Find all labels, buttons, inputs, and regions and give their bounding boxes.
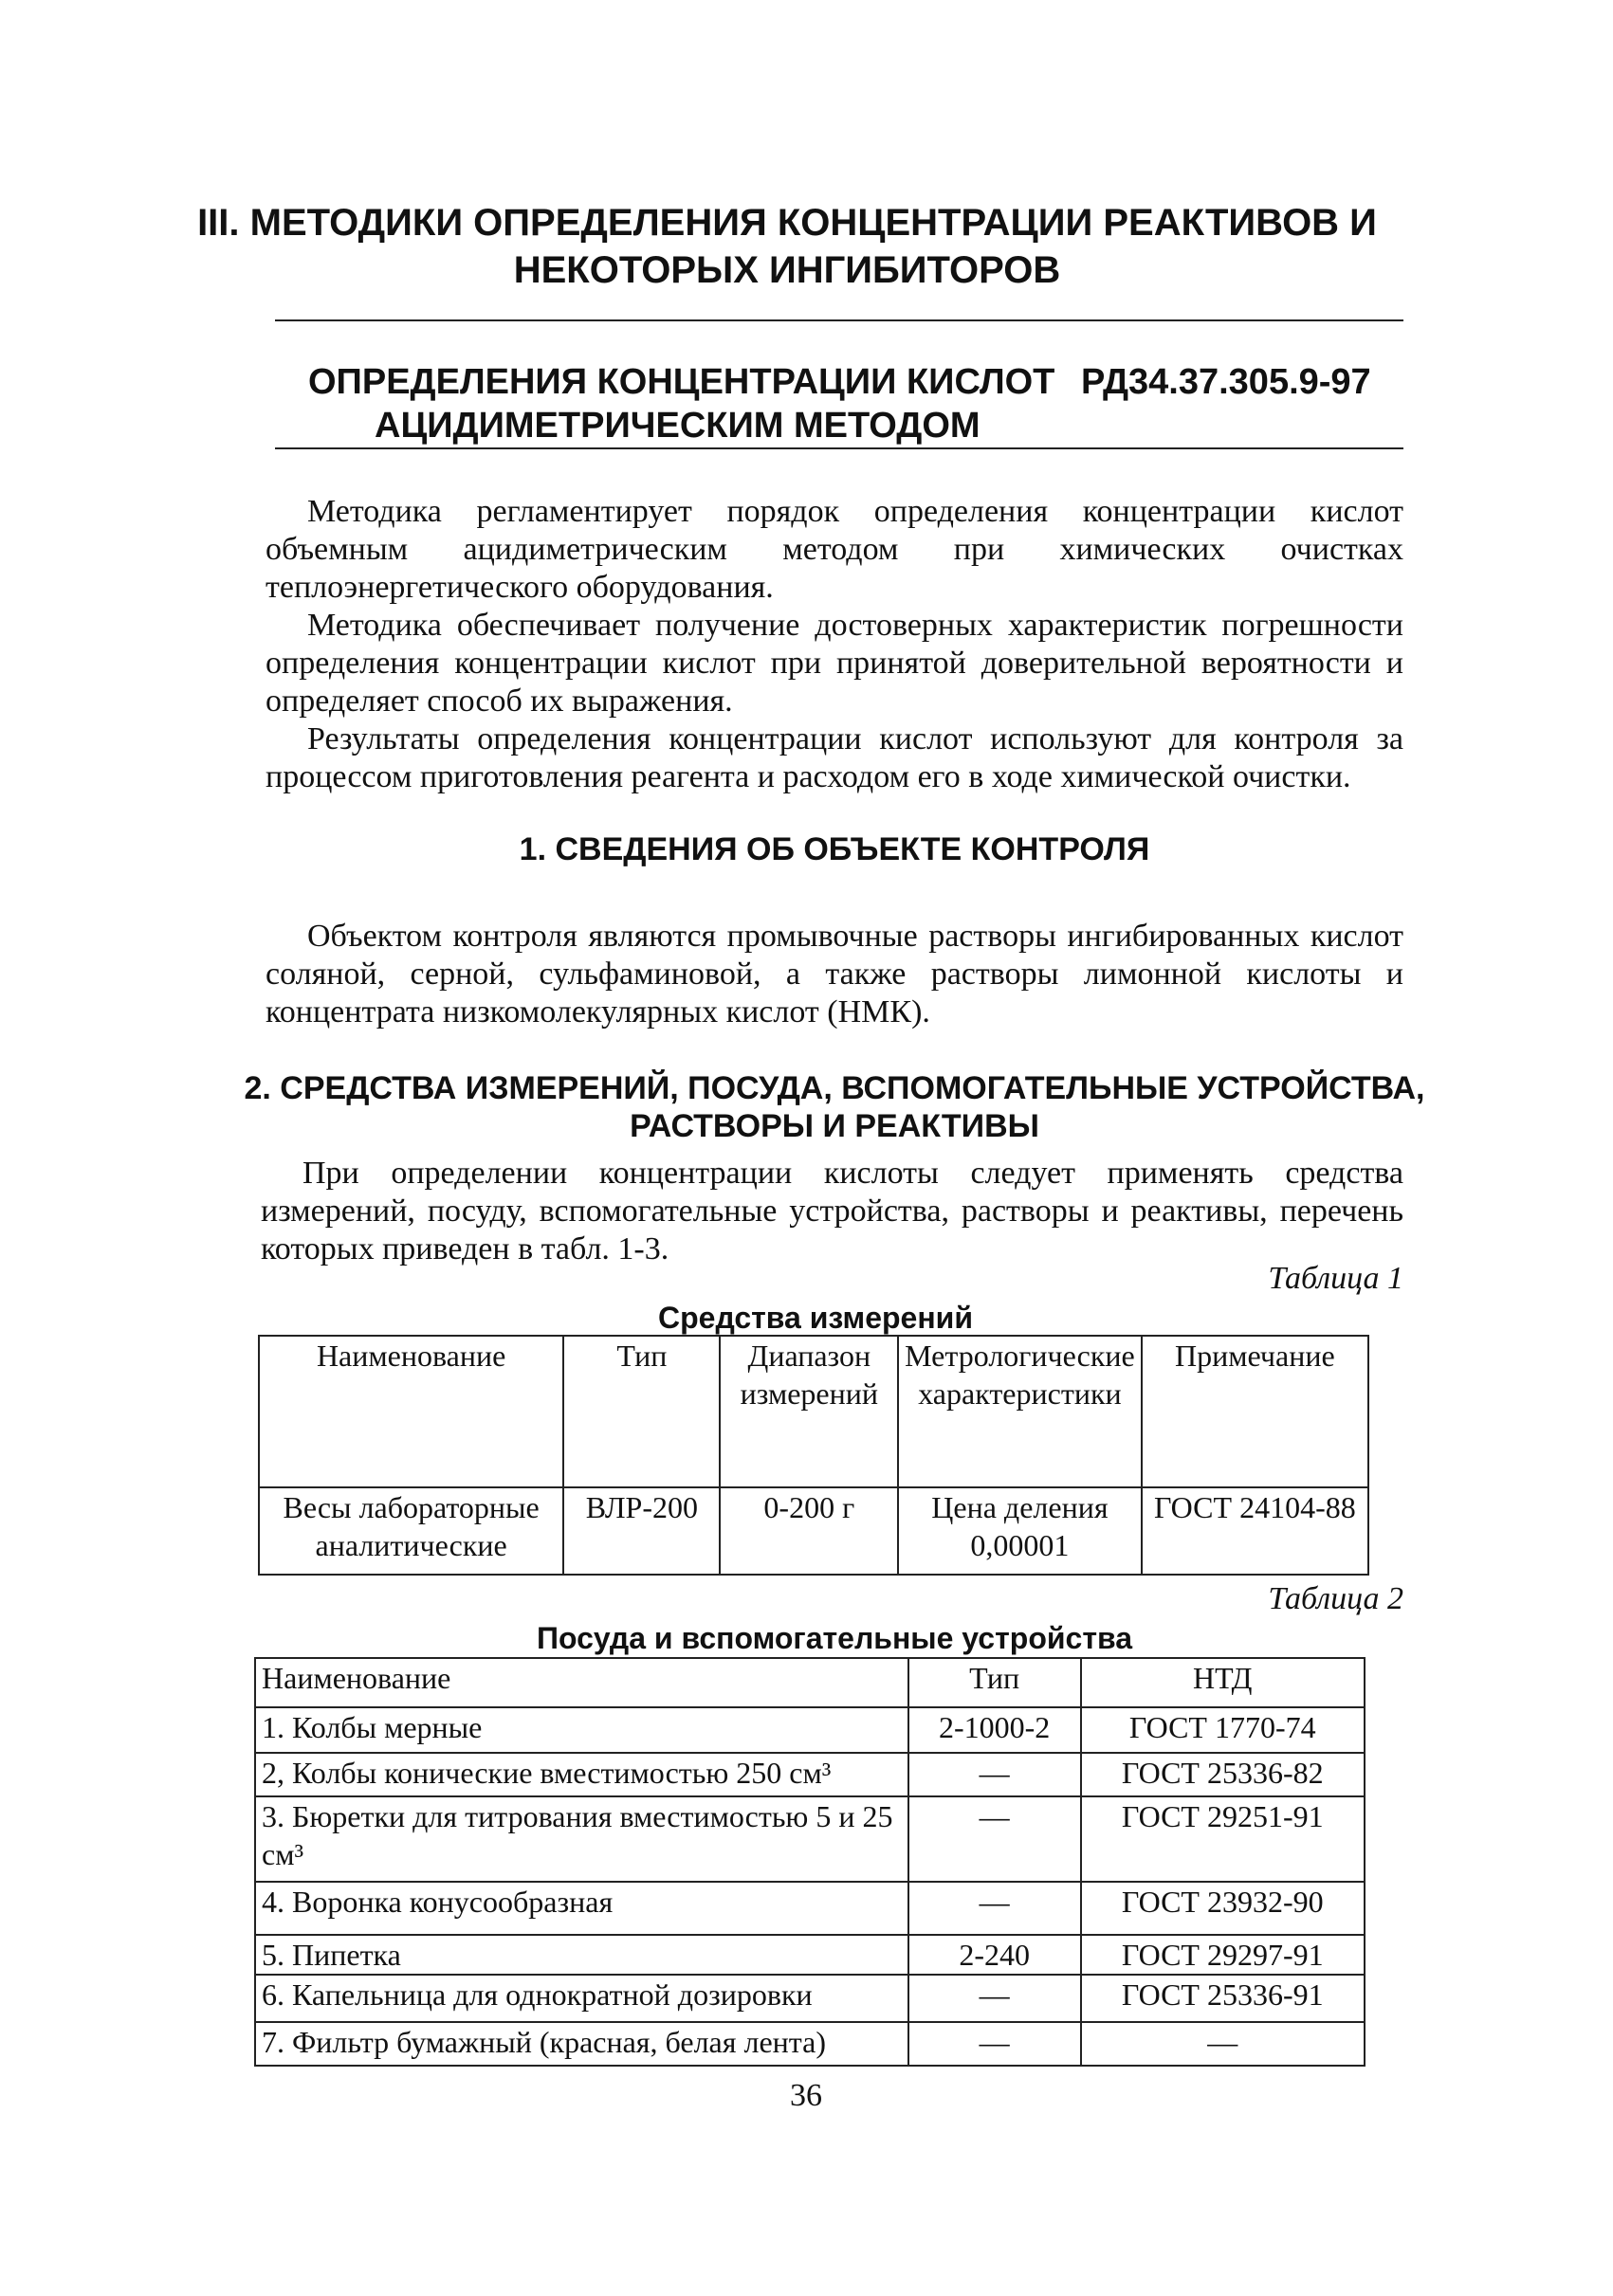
divider [275,447,1403,449]
section1-text: Объектом контроля являются промывочные растворы ингибированных кислот соляной, серной, сульфаминовой, а также растворы лимонной кислоты и концентрата низкомолекулярных кислот (НМК). [266,919,1403,1030]
table2-cell: ГОСТ 23932-90 [1081,1882,1365,1935]
table2-cell: 4. Воронка конусообразная [255,1882,908,1935]
table-row [255,1975,1365,2022]
section1-title: 1. СВЕДЕНИЯ ОБ ОБЪЕКТЕ КОНТРОЛЯ [519,831,1150,867]
intro-paragraph-1: Методика регламентирует порядок определения концентрации кислот объемным ацидиметрическим методом при химических очистках теплоэнергетического оборудования. [266,494,1403,605]
table2-header-cell: Тип [908,1658,1081,1707]
table2-cell: 2, Колбы конические вместимостью 250 см³ [255,1753,908,1796]
section2-title [228,1069,1441,1145]
section2-body [261,1155,1403,1268]
table2 [254,1657,1366,2067]
table2-header-cell: Наименование [255,1658,908,1707]
table1-header-cell: Тип [563,1336,720,1487]
table2-cell: ГОСТ 25336-82 [1081,1753,1365,1796]
table-row [255,1882,1365,1935]
table1-header-row [259,1336,1368,1487]
table2-cell: 2-1000-2 [908,1707,1081,1753]
table1-header-cell: Метрологические характеристики [898,1336,1142,1487]
table2-title: Посуда и вспомогательные устройства [536,1621,1133,1655]
table1-cell: Весы лабораторные аналитические [259,1487,563,1575]
table1-cell: 0-200 г [720,1487,898,1575]
table1-title: Средства измерений [657,1301,973,1335]
table-row [259,1487,1368,1575]
table2-cell: — [908,1975,1081,2022]
table2-cell: ГОСТ 25336-91 [1081,1975,1365,2022]
table2-cell: ГОСТ 29251-91 [1081,1796,1365,1882]
table2-cell: ГОСТ 1770-74 [1081,1707,1365,1753]
table2-cell: 6. Капельница для однократной дозировки [255,1975,908,2022]
table2-header-row [255,1658,1365,1707]
table2-cell: 3. Бюретки для титрования вместимостью 5 и 25 см³ [255,1796,908,1882]
table2-header-cell: НТД [1081,1658,1365,1707]
divider [275,319,1403,321]
table2-cell: — [908,1796,1081,1882]
section1-body [266,918,1403,1031]
table1 [258,1335,1369,1576]
table-row [255,2022,1365,2066]
table2-cell: — [908,1753,1081,1796]
intro-paragraph-3: Результаты определения концентрации кислот используют для контроля за процессом приготовления реагента и расходом его в ходе химической очистки. [266,721,1403,794]
table2-cell: — [908,2022,1081,2066]
page-number: 36 [790,2078,822,2113]
table2-cell: ГОСТ 29297-91 [1081,1935,1365,1975]
method-title-line1: ОПРЕДЕЛЕНИЯ КОНЦЕНТРАЦИИ КИСЛОТ [308,362,1055,402]
intro-text [266,493,1403,796]
method-title-line2: АЦИДИМЕТРИЧЕСКИМ МЕТОДОМ [375,406,981,446]
chapter-title-line2: НЕКОТОРЫХ ИНГИБИТОРОВ [513,249,1061,291]
table2-caption: Таблица 2 [1268,1581,1403,1616]
section2-title-line2: РАСТВОРЫ И РЕАКТИВЫ [630,1108,1039,1144]
method-code: РД34.37.305.9-97 [1081,362,1371,402]
table1-cell: Цена деления 0,00001 [898,1487,1142,1575]
intro-paragraph-2: Методика обеспечивает получение достоверных характеристик погрешности определения концентрации кислот при принятой доверительной вероятности и определяет способ их выражения. [266,608,1403,719]
table1-cell: ГОСТ 24104-88 [1142,1487,1368,1575]
section2-text: При определении концентрации кислоты следует применять средства измерений, посуду, вспомогательные устройства, растворы и реактивы, перечень которых приведен в табл. 1-3. [261,1156,1403,1266]
section2-title-line1: 2. СРЕДСТВА ИЗМЕРЕНИЙ, ПОСУДА, ВСПОМОГАТЕЛЬНЫЕ УСТРОЙСТВА, [244,1070,1425,1106]
chapter-title-line1: III. МЕТОДИКИ ОПРЕДЕЛЕНИЯ КОНЦЕНТРАЦИИ РЕАКТИВОВ И [197,202,1377,244]
table-row [255,1753,1365,1796]
table1-cell: ВЛР-200 [563,1487,720,1575]
table-row [255,1707,1365,1753]
table1-header-cell: Примечание [1142,1336,1368,1487]
table2-cell: 7. Фильтр бумажный (красная, белая лента) [255,2022,908,2066]
table2-cell: 1. Колбы мерные [255,1707,908,1753]
table1-header-cell: Наименование [259,1336,563,1487]
table2-cell: 2-240 [908,1935,1081,1975]
table-row [255,1935,1365,1975]
table2-cell: 5. Пипетка [255,1935,908,1975]
table1-header-cell: Диапазон измерений [720,1336,898,1487]
chapter-title [171,199,1403,294]
table2-cell: — [1081,2022,1365,2066]
table2-cell: — [908,1882,1081,1935]
table1-caption: Таблица 1 [1268,1261,1403,1296]
table-row [255,1796,1365,1882]
